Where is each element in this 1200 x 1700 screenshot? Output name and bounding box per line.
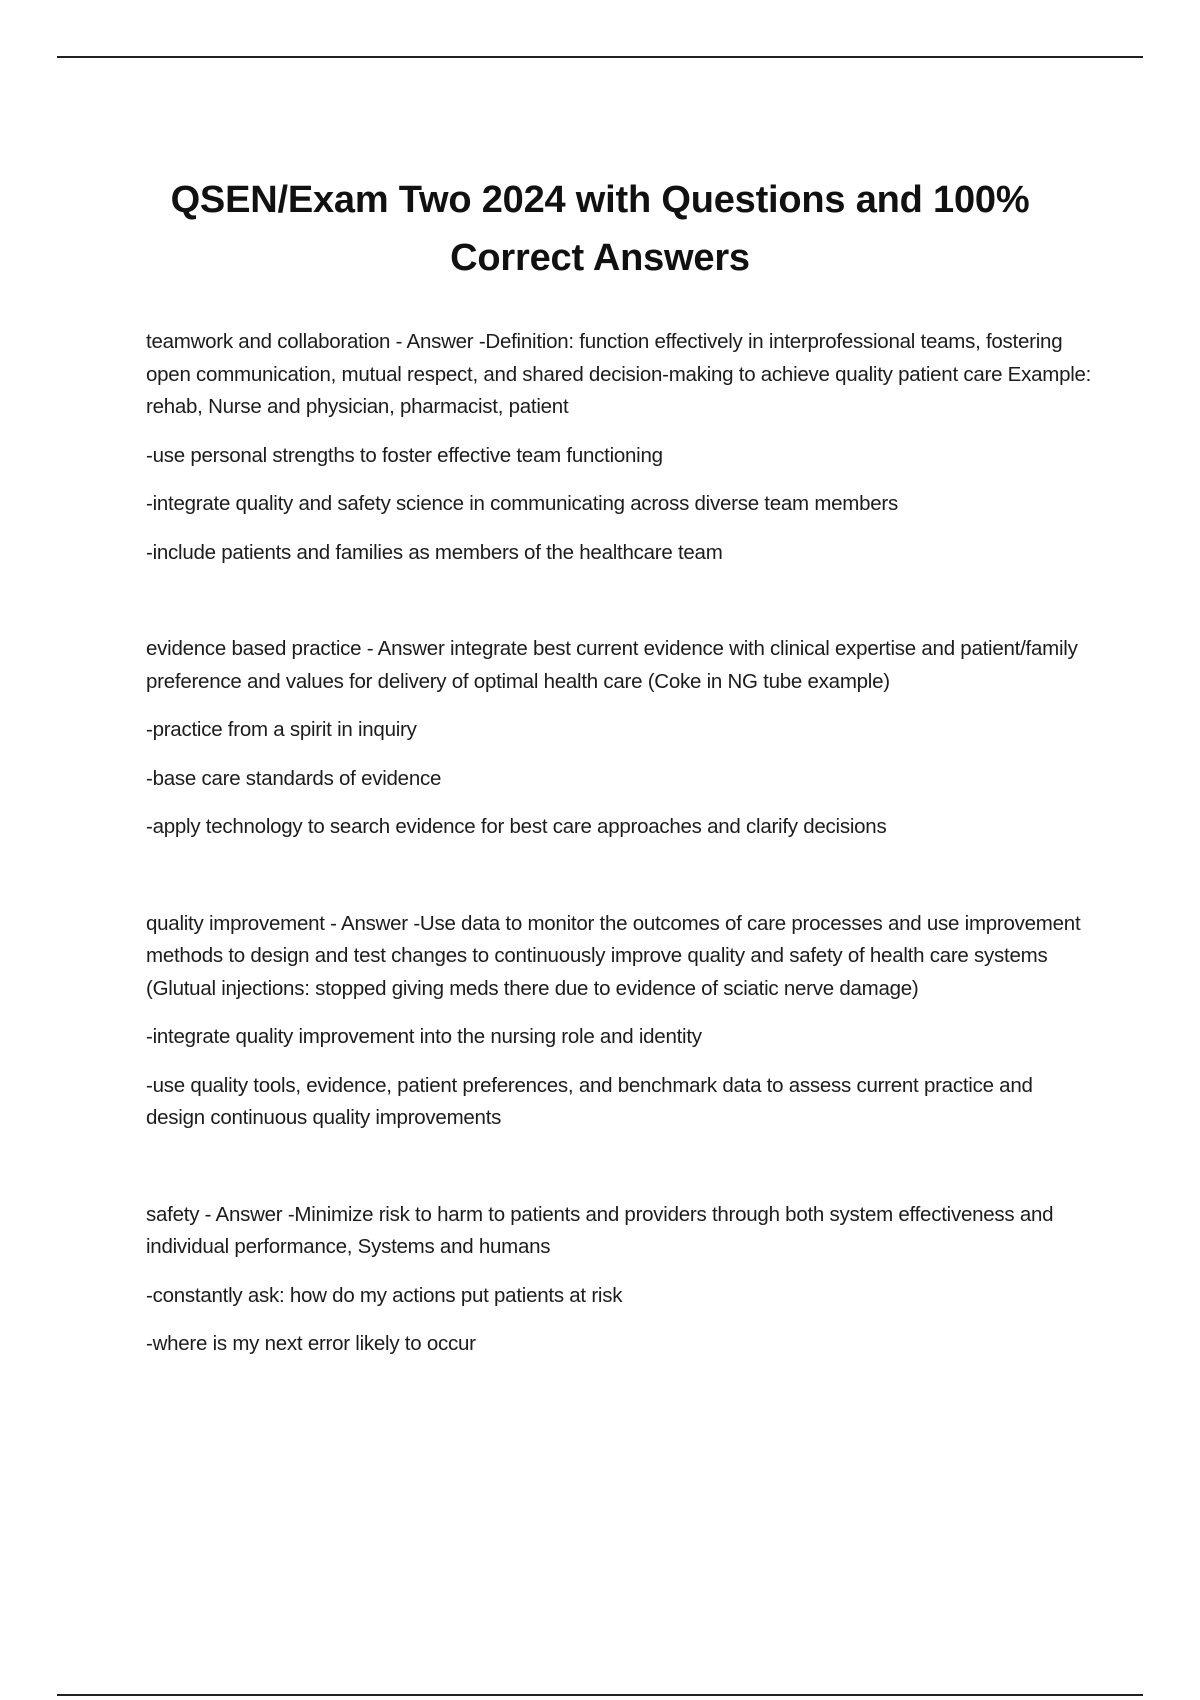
- answer-point: -base care standards of evidence: [146, 766, 442, 790]
- answer-point: -apply technology to search evidence for best care approaches and clarify decisions: [146, 815, 887, 838]
- section-quality-improvement: [146, 908, 1096, 1135]
- question-answer: evidence based practice - Answer integrate best current evidence with clinical expertise and patient/family preference and values for delivery of optimal health care (Coke in NG tube example): [146, 637, 1078, 693]
- answer-point: -use quality tools, evidence, patient preferences, and benchmark data to assess current practice and design continuous quality improvements: [146, 1073, 1033, 1129]
- answer-point: -include patients and families as members of the healthcare team: [146, 540, 723, 564]
- bottom-divider: [57, 1694, 1143, 1696]
- section-safety: [146, 1199, 1096, 1361]
- question-answer: quality improvement - Answer -Use data to monitor the outcomes of care processes and use improvement methods to design and test changes to continuously improve quality and safety of health care systems (Glutual injections: stopped giving meds there due to evidence of sciatic nerve damage): [146, 911, 1081, 1000]
- answer-point: -constantly ask: how do my actions put patients at risk: [146, 1283, 623, 1307]
- answer-point: -integrate quality improvement into the nursing role and identity: [146, 1025, 702, 1048]
- section-teamwork-collaboration: [146, 326, 1096, 569]
- top-divider: [57, 56, 1143, 58]
- page-title: QSEN/Exam Two 2024 with Questions and 100% Correct Answers: [170, 179, 1030, 280]
- answer-point: -where is my next error likely to occur: [146, 1332, 476, 1355]
- section-evidence-based-practice: [146, 633, 1096, 844]
- answer-point: -integrate quality and safety science in communicating across diverse team members: [146, 492, 899, 515]
- document-body: [146, 326, 1096, 1361]
- question-answer: safety - Answer -Minimize risk to harm to patients and providers through both system effectiveness and individual performance, Systems and humans: [146, 1202, 1054, 1258]
- question-answer: teamwork and collaboration - Answer -Definition: function effectively in interprofessional teams, fostering open communication, mutual respect, and shared decision-making to achieve quality patient care Example: rehab, Nurse and physician, pharmacist, patient: [146, 330, 1092, 418]
- answer-point: -practice from a spirit in inquiry: [146, 718, 417, 741]
- answer-point: -use personal strengths to foster effective team functioning: [146, 443, 663, 467]
